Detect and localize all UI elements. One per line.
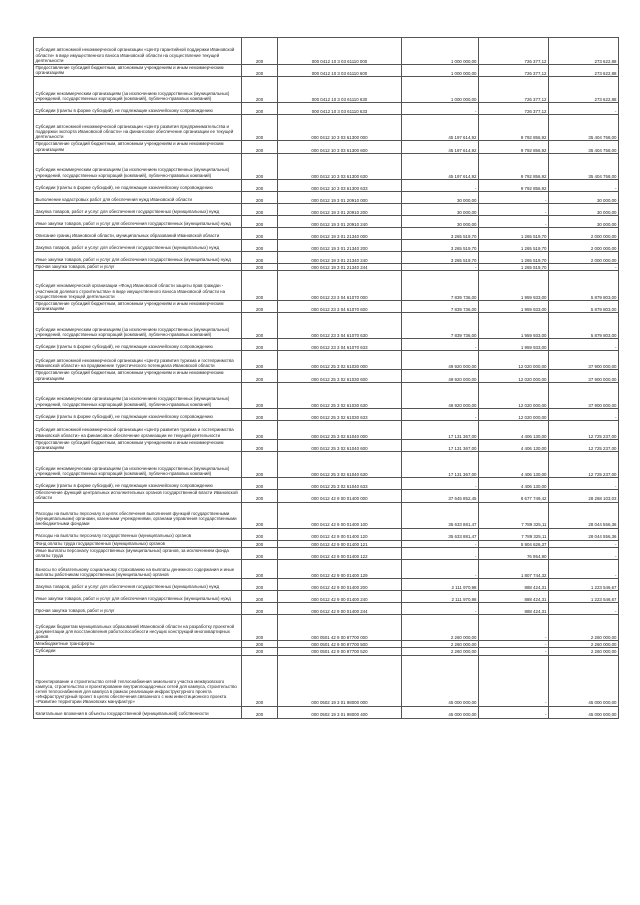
budget-classification-cell: 000 0412 19 3 01 20910 240 [278,215,402,227]
line-code-cell: 200 [242,339,278,351]
line-code-cell: 200 [242,153,278,179]
budget-classification-cell: 000 0501 42 9 00 87700 500 [278,641,402,648]
executed-amount-cell: 4 406 130,00 [479,452,549,478]
line-code-cell: 200 [242,65,278,77]
approved-amount-cell: 37 645 852,45 [402,490,479,502]
approved-amount-cell: - [402,263,479,270]
budget-classification-cell: 000 0412 42 9 00 01400 120 [278,528,402,540]
approved-amount-cell: 3 265 519,70 [402,251,479,263]
expense-name-cell: Субсидия автономной некоммерческой организации «Центр развития туризма и гостеприимства Ивановской области» на продвижение туристического потенциала Ивановской области [34,351,242,370]
unexecuted-amount-cell: 37 900 000,00 [549,382,619,408]
executed-amount-cell: 12 020 000,00 [479,370,549,382]
line-code-cell: 200 [242,579,278,591]
expense-name-cell: Субсидии некоммерческим организациям (за исключением государственных (муниципальных) учреждений, государственных корпораций (компаний), публично-правовых компаний) [34,382,242,408]
approved-amount-cell: 2 260 000,00 [402,648,479,655]
line-code-cell: 200 [242,641,278,648]
budget-classification-cell: 000 0501 42 9 00 87700 520 [278,648,402,655]
budget-classification-cell: 000 0412 42 9 00 01400 122 [278,547,402,559]
expense-name-cell: Фонд оплаты труда государственных (муниципальных) органов [34,540,242,547]
unexecuted-amount-cell: 2 000 000,00 [549,251,619,263]
executed-amount-cell: 726 377,12 [479,77,549,103]
unexecuted-amount-cell: 35 404 758,00 [549,153,619,179]
budget-classification-cell: 000 0412 42 9 00 01400 100 [278,502,402,528]
table-row [34,141,619,153]
unexecuted-amount-cell: 1 223 546,67 [549,591,619,603]
expense-name-cell: Расходы на выплаты персоналу в целях обеспечения выполнения функций государственными (муниципальными) органами, казенными учреждениями, органами управления государственными внебюджетными фондами [34,502,242,528]
budget-classification-cell: 000 0412 19 3 01 20910 000 [278,191,402,203]
expense-name-cell: Предоставление субсидий бюджетным, автономным учреждениям и иным некоммерческим организациям [34,439,242,451]
budget-classification-cell: 000 0412 10 3 03 61300 630 [278,153,402,179]
approved-amount-cell: 30 000,00 [402,203,479,215]
line-code-cell: 200 [242,179,278,191]
executed-amount-cell: 726 377,12 [479,103,549,115]
budget-classification-cell: 000 0412 19 3 01 20910 200 [278,203,402,215]
unexecuted-amount-cell: 28 044 556,36 [549,528,619,540]
budget-classification-cell: 000 0412 19 3 01 21340 000 [278,227,402,239]
approved-amount-cell: - [402,560,479,579]
table-row [34,382,619,408]
executed-amount-cell: 888 424,31 [479,579,549,591]
table-row [34,655,619,706]
executed-amount-cell: 1 265 519,70 [479,239,549,251]
unexecuted-amount-cell: 12 725 237,00 [549,452,619,478]
table-row [34,478,619,490]
line-code-cell: 200 [242,77,278,103]
line-code-cell: 200 [242,603,278,615]
executed-amount-cell: 12 020 000,00 [479,408,549,420]
table-row [34,339,619,351]
table-row [34,591,619,603]
line-code-cell: 200 [242,103,278,115]
budget-classification-cell: 000 0412 42 9 00 01400 244 [278,603,402,615]
budget-classification-cell: 000 0412 10 3 03 61300 000 [278,115,402,141]
line-code-cell: 200 [242,478,278,490]
expense-name-cell: Прочая закупка товаров, работ и услуг [34,603,242,615]
approved-amount-cell: 7 839 736,00 [402,271,479,301]
line-code-cell: 200 [242,547,278,559]
expense-name-cell: Субсидии некоммерческим организациям (за исключением государственных (муниципальных) учреждений, государственных корпораций (компаний), публично-правовых компаний) [34,313,242,339]
unexecuted-amount-cell: 37 900 000,00 [549,370,619,382]
table-row [34,370,619,382]
unexecuted-amount-cell: 35 404 758,00 [549,115,619,141]
line-code-cell: 200 [242,313,278,339]
table-row [34,77,619,103]
table-row [34,239,619,251]
table-row [34,227,619,239]
unexecuted-amount-cell: 2 260 000,00 [549,641,619,648]
executed-amount-cell: - [479,203,549,215]
budget-classification-cell: 000 0412 25 3 02 61030 633 [278,408,402,420]
approved-amount-cell: 7 839 736,00 [402,313,479,339]
approved-amount-cell: 17 131 367,00 [402,439,479,451]
executed-amount-cell: 1 265 519,70 [479,227,549,239]
executed-amount-cell: 9 792 856,92 [479,115,549,141]
expense-name-cell: Субсидия автономной некоммерческой организации «Центр гарантийной поддержки Ивановской области» в виде имущественного взноса Ивановской области на осуществление текущей деятельности [34,38,242,65]
approved-amount-cell: 35 633 881,47 [402,528,479,540]
line-code-cell: 200 [242,271,278,301]
table-row [34,641,619,648]
unexecuted-amount-cell: 273 622,88 [549,65,619,77]
unexecuted-amount-cell: 35 404 758,00 [549,141,619,153]
line-code-cell: 200 [242,38,278,65]
unexecuted-amount-cell: 30 000,00 [549,203,619,215]
table-row [34,351,619,370]
table-row [34,452,619,478]
unexecuted-amount-cell: 37 900 000,00 [549,351,619,370]
expense-name-cell: Иные закупки товаров, работ и услуг для обеспечения государственных (муниципальных) нужд [34,251,242,263]
line-code-cell: 200 [242,490,278,502]
executed-amount-cell: 1 265 519,70 [479,263,549,270]
executed-amount-cell: - [479,655,549,706]
budget-classification-cell: 000 0412 19 3 01 21340 244 [278,263,402,270]
executed-amount-cell: 9 792 856,92 [479,153,549,179]
expense-name-cell: Предоставление субсидий бюджетным, автономным учреждениям и иным некоммерческим организациям [34,141,242,153]
line-code-cell: 200 [242,560,278,579]
executed-amount-cell: 726 377,12 [479,38,549,65]
table-row [34,301,619,313]
table-row [34,191,619,203]
unexecuted-amount-cell: 5 879 803,00 [549,271,619,301]
executed-amount-cell: 5 904 626,37 [479,540,549,547]
budget-classification-cell: 000 0501 42 9 00 87700 000 [278,615,402,641]
executed-amount-cell: 1 265 519,70 [479,251,549,263]
executed-amount-cell: 9 792 856,92 [479,141,549,153]
expense-name-cell: Субсидии (гранты в форме субсидий), не подлежащие казначейскому сопровождению [34,408,242,420]
budget-classification-cell: 000 0412 10 3 03 61110 630 [278,77,402,103]
budget-classification-cell: 000 0412 25 3 02 61030 600 [278,370,402,382]
table-row [34,271,619,301]
approved-amount-cell: 7 839 736,00 [402,301,479,313]
executed-amount-cell: - [479,641,549,648]
expense-name-cell: Субсидия некоммерческой организации «Фонд Ивановской области защиты прав граждан - участников долевого строительства» в виде имущественного взноса Ивановской области на осуществление текущей деятельности [34,271,242,301]
executed-amount-cell: 7 789 325,11 [479,528,549,540]
approved-amount-cell: 35 633 881,47 [402,502,479,528]
budget-classification-cell: 000 0412 19 3 01 21340 240 [278,251,402,263]
approved-amount-cell: - [402,540,479,547]
expense-name-cell: Иные закупки товаров, работ и услуг для обеспечения государственных (муниципальных) нужд [34,215,242,227]
expense-name-cell: Межбюджетные трансферты [34,641,242,648]
approved-amount-cell: 2 111 970,98 [402,579,479,591]
table-row [34,615,619,641]
line-code-cell: 200 [242,439,278,451]
budget-classification-cell: 000 0502 19 3 01 98000 400 [278,706,402,718]
line-code-cell: 200 [242,115,278,141]
table-row [34,313,619,339]
line-code-cell: 200 [242,301,278,313]
executed-amount-cell: 12 020 000,00 [479,351,549,370]
expense-name-cell: Субсидии [34,648,242,655]
line-code-cell: 200 [242,452,278,478]
unexecuted-amount-cell: 45 000 000,00 [549,706,619,718]
approved-amount-cell: 30 000,00 [402,215,479,227]
unexecuted-amount-cell: - [549,179,619,191]
expense-name-cell: Субсидия автономной некоммерческой организации «Центр развития туризма и гостеприимства Ивановской области» на финансовое обеспечение организации ее текущей деятельности [34,420,242,439]
executed-amount-cell: 8 677 749,42 [479,490,549,502]
table-row [34,560,619,579]
unexecuted-amount-cell: - [549,603,619,615]
table-row [34,603,619,615]
line-code-cell: 200 [242,251,278,263]
budget-classification-cell: 000 0412 25 3 02 61040 630 [278,452,402,478]
unexecuted-amount-cell: 45 000 000,00 [549,655,619,706]
budget-classification-cell: 000 0412 10 3 03 61300 600 [278,141,402,153]
line-code-cell: 200 [242,591,278,603]
line-code-cell: 200 [242,706,278,718]
budget-execution-table [33,37,619,719]
expense-name-cell: Прочая закупка товаров, работ и услуг [34,263,242,270]
expense-name-cell: Субсидии некоммерческим организациям (за исключением государственных (муниципальных) учреждений, государственных корпораций (компаний), публично-правовых компаний) [34,452,242,478]
expense-name-cell: Предоставление субсидий бюджетным, автономным учреждениям и иным некоммерческим организациям [34,301,242,313]
executed-amount-cell: - [479,191,549,203]
table-row [34,215,619,227]
executed-amount-cell: 4 406 130,00 [479,439,549,451]
approved-amount-cell: 45 000 000,00 [402,655,479,706]
approved-amount-cell: - [402,478,479,490]
unexecuted-amount-cell: 2 260 000,00 [549,615,619,641]
budget-classification-cell: 000 0412 23 3 04 61070 630 [278,313,402,339]
approved-amount-cell: 1 000 000,00 [402,38,479,65]
budget-classification-cell: 000 0412 10 3 03 61110 600 [278,65,402,77]
expense-name-cell: Выполнение кадастровых работ для обеспечения нужд Ивановской области [34,191,242,203]
table-body [34,38,619,719]
table-row [34,115,619,141]
budget-classification-cell: 000 0412 42 9 00 01400 240 [278,591,402,603]
budget-classification-cell: 000 0412 25 3 02 61040 633 [278,478,402,490]
approved-amount-cell: 2 260 000,00 [402,615,479,641]
unexecuted-amount-cell: 2 260 000,00 [549,648,619,655]
unexecuted-amount-cell: 5 879 803,00 [549,301,619,313]
approved-amount-cell: 49 920 000,00 [402,351,479,370]
budget-classification-cell: 000 0412 25 3 02 61030 000 [278,351,402,370]
line-code-cell: 200 [242,502,278,528]
table-row [34,540,619,547]
line-code-cell: 200 [242,615,278,641]
budget-classification-cell: 000 0412 42 9 00 01400 121 [278,540,402,547]
budget-classification-cell: 000 0502 19 3 01 98000 000 [278,655,402,706]
line-code-cell: 200 [242,370,278,382]
executed-amount-cell: - [479,706,549,718]
unexecuted-amount-cell: 30 000,00 [549,215,619,227]
expense-name-cell: Субсидии некоммерческим организациям (за исключением государственных (муниципальных) учреждений, государственных корпораций (компаний), публично-правовых компаний) [34,77,242,103]
executed-amount-cell: 1 959 933,00 [479,313,549,339]
expense-name-cell: Субсидии (гранты в форме субсидий), не подлежащие казначейскому сопровождению [34,179,242,191]
line-code-cell: 200 [242,382,278,408]
table-row [34,579,619,591]
unexecuted-amount-cell: 28 268 103,03 [549,490,619,502]
expense-name-cell: Взносы по обязательному социальному страхованию на выплаты денежного содержания и иные выплаты работникам государственных (муниципальных) органов [34,560,242,579]
expense-name-cell: Субсидия автономной некоммерческой организации «Центр развития предпринимательства и поддержки экспорта Ивановской области» на финансовое обеспечение организации ее текущей деятельности [34,115,242,141]
expense-name-cell: Субсидии бюджетам муниципальных образований Ивановской области на разработку проектной документации для восстановления работоспособности несущих конструкций многоквартирных домов [34,615,242,641]
table-row [34,648,619,655]
table-row [34,263,619,270]
table-row [34,179,619,191]
line-code-cell: 200 [242,191,278,203]
budget-classification-cell: 000 0412 23 3 04 61070 633 [278,339,402,351]
budget-classification-cell: 000 0412 25 3 02 61030 630 [278,382,402,408]
table-row [34,439,619,451]
unexecuted-amount-cell: - [549,263,619,270]
approved-amount-cell: 2 260 000,00 [402,641,479,648]
budget-classification-cell: 000 0412 23 3 04 61070 600 [278,301,402,313]
expense-name-cell: Иные закупки товаров, работ и услуг для обеспечения государственных (муниципальных) нужд [34,591,242,603]
table-row [34,420,619,439]
unexecuted-amount-cell: 273 622,88 [549,38,619,65]
unexecuted-amount-cell: - [549,560,619,579]
table-row [34,528,619,540]
unexecuted-amount-cell: 5 879 803,00 [549,313,619,339]
executed-amount-cell: 12 020 000,00 [479,382,549,408]
expense-name-cell: Предоставление субсидий бюджетным, автономным учреждениям и иным некоммерческим организациям [34,65,242,77]
executed-amount-cell: - [479,215,549,227]
line-code-cell: 200 [242,655,278,706]
expense-name-cell: Описание границ Ивановской области, муниципальных образований Ивановской области [34,227,242,239]
unexecuted-amount-cell: 273 622,88 [549,77,619,103]
table-row [34,38,619,65]
approved-amount-cell: 3 265 519,70 [402,239,479,251]
unexecuted-amount-cell: 1 223 546,67 [549,579,619,591]
approved-amount-cell: - [402,179,479,191]
table-row [34,408,619,420]
approved-amount-cell: 49 920 000,00 [402,382,479,408]
budget-classification-cell: 000 0412 10 3 03 61110 633 [278,103,402,115]
executed-amount-cell: 1 959 933,00 [479,271,549,301]
line-code-cell: 200 [242,215,278,227]
expense-name-cell: Субсидии (гранты в форме субсидий), не подлежащие казначейскому сопровождению [34,478,242,490]
unexecuted-amount-cell: 12 725 237,00 [549,420,619,439]
line-code-cell: 200 [242,540,278,547]
approved-amount-cell: 45 000 000,00 [402,706,479,718]
budget-classification-cell: 000 0412 25 3 02 61040 000 [278,420,402,439]
expense-name-cell: Закупка товаров, работ и услуг для обеспечения государственных (муниципальных) нужд [34,239,242,251]
unexecuted-amount-cell: 28 044 556,36 [549,502,619,528]
expense-name-cell: Проектирование и строительство сетей теплоснабжения земельного участка межвузовского кампуса, строительство и проектирование внутриплощадочных сетей для кампуса, строительство сетей теплоснабжения для кампуса в рамках реализации инфраструктурного проекта «Инфраструктурный проект в целях обеспечения связанного с ним инвестиционного проекта «Развитие территории Ивановских мануфактур» [34,655,242,706]
unexecuted-amount-cell: - [549,540,619,547]
unexecuted-amount-cell: 2 000 000,00 [549,239,619,251]
line-code-cell: 200 [242,227,278,239]
line-code-cell: 200 [242,141,278,153]
line-code-cell: 200 [242,351,278,370]
approved-amount-cell: 49 920 000,00 [402,370,479,382]
table-row [34,490,619,502]
executed-amount-cell: 7 789 325,11 [479,502,549,528]
expense-name-cell: Расходы на выплаты персоналу государственных (муниципальных) органов [34,528,242,540]
unexecuted-amount-cell: - [549,103,619,115]
executed-amount-cell: - [479,648,549,655]
approved-amount-cell: 1 000 000,00 [402,65,479,77]
expense-name-cell: Обеспечение функций центральных исполнительных органов государственной власти Ивановской области [34,490,242,502]
executed-amount-cell: 888 424,31 [479,603,549,615]
table-row [34,502,619,528]
table-row [34,547,619,559]
approved-amount-cell: 3 265 519,70 [402,227,479,239]
table-row [34,153,619,179]
unexecuted-amount-cell: - [549,547,619,559]
approved-amount-cell: 45 197 614,92 [402,115,479,141]
unexecuted-amount-cell: 2 000 000,00 [549,227,619,239]
expense-name-cell: Закупка товаров, работ и услуг для обеспечения государственных (муниципальных) нужд [34,203,242,215]
expense-name-cell: Субсидии (гранты в форме субсидий), не подлежащие казначейскому сопровождению [34,103,242,115]
table-row [34,251,619,263]
line-code-cell: 200 [242,408,278,420]
expense-name-cell: Капитальные вложения в объекты государственной (муниципальной) собственности [34,706,242,718]
approved-amount-cell: - [402,339,479,351]
budget-classification-cell: 000 0412 10 3 03 61110 000 [278,38,402,65]
executed-amount-cell: - [479,615,549,641]
executed-amount-cell: 1 959 933,00 [479,301,549,313]
approved-amount-cell: 30 000,00 [402,191,479,203]
executed-amount-cell: 726 377,12 [479,65,549,77]
approved-amount-cell: 2 111 970,98 [402,591,479,603]
unexecuted-amount-cell: 30 000,00 [549,191,619,203]
budget-classification-cell: 000 0412 10 3 03 61300 633 [278,179,402,191]
executed-amount-cell: 76 954,90 [479,547,549,559]
approved-amount-cell: 45 197 614,92 [402,153,479,179]
approved-amount-cell: - [402,547,479,559]
line-code-cell: 200 [242,203,278,215]
executed-amount-cell: 1 807 744,32 [479,560,549,579]
expense-name-cell: Предоставление субсидий бюджетным, автономным учреждениям и иным некоммерческим организациям [34,370,242,382]
approved-amount-cell: - [402,603,479,615]
line-code-cell: 200 [242,263,278,270]
budget-classification-cell: 000 0412 19 3 01 21340 200 [278,239,402,251]
table-row [34,706,619,718]
executed-amount-cell: 4 406 130,00 [479,420,549,439]
executed-amount-cell: 9 792 856,92 [479,179,549,191]
approved-amount-cell: 1 000 000,00 [402,77,479,103]
budget-classification-cell: 000 0412 23 3 04 61070 000 [278,271,402,301]
budget-classification-cell: 000 0412 42 9 00 01400 129 [278,560,402,579]
approved-amount-cell: 17 131 367,00 [402,420,479,439]
unexecuted-amount-cell: - [549,408,619,420]
line-code-cell: 200 [242,239,278,251]
unexecuted-amount-cell: - [549,478,619,490]
executed-amount-cell: 4 406 130,00 [479,478,549,490]
approved-amount-cell: 45 197 614,92 [402,141,479,153]
budget-classification-cell: 000 0412 25 3 02 61040 600 [278,439,402,451]
unexecuted-amount-cell: - [549,339,619,351]
approved-amount-cell: - [402,103,479,115]
table-row [34,65,619,77]
line-code-cell: 200 [242,648,278,655]
table-row [34,103,619,115]
line-code-cell: 200 [242,528,278,540]
report-page [33,37,619,719]
executed-amount-cell: 888 424,31 [479,591,549,603]
line-code-cell: 200 [242,420,278,439]
expense-name-cell: Иные выплаты персоналу государственных (муниципальных) органов, за исключением фонда оплаты труда [34,547,242,559]
unexecuted-amount-cell: 12 725 237,00 [549,439,619,451]
approved-amount-cell: - [402,408,479,420]
expense-name-cell: Закупка товаров, работ и услуг для обеспечения государственных (муниципальных) нужд [34,579,242,591]
budget-classification-cell: 000 0412 42 9 00 01400 000 [278,490,402,502]
executed-amount-cell: 1 959 933,00 [479,339,549,351]
table-row [34,203,619,215]
expense-name-cell: Субсидии (гранты в форме субсидий), не подлежащие казначейскому сопровождению [34,339,242,351]
budget-classification-cell: 000 0412 42 9 00 01400 200 [278,579,402,591]
expense-name-cell: Субсидии некоммерческим организациям (за исключением государственных (муниципальных) учреждений, государственных корпораций (компаний), публично-правовых компаний) [34,153,242,179]
approved-amount-cell: 17 131 367,00 [402,452,479,478]
